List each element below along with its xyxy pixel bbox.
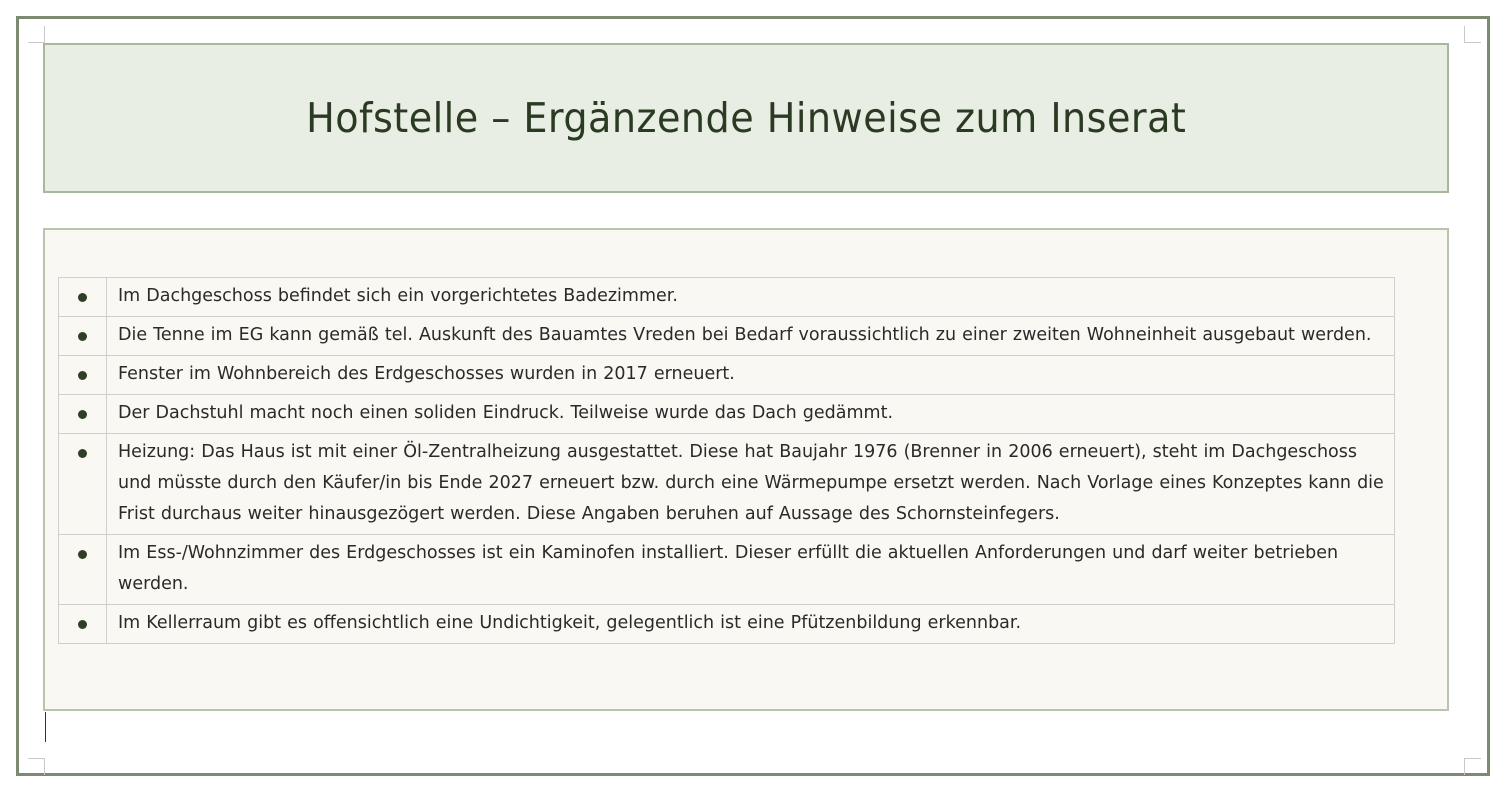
table-row <box>59 535 1395 605</box>
margin-corner-mark <box>28 26 45 43</box>
table-row <box>59 434 1395 535</box>
table-row <box>59 605 1395 644</box>
margin-corner-mark <box>1464 758 1481 775</box>
bullet-cell[interactable] <box>59 356 107 395</box>
note-text[interactable]: Im Ess-/Wohnzimmer des Erdgeschosses ist ein Kaminofen installiert. Dieser erfüllt die aktuellen Anforderungen und darf weiter betrieben werden. <box>107 535 1395 605</box>
note-text[interactable]: Im Dachgeschoss befindet sich ein vorgerichtetes Badezimmer. <box>107 278 1395 317</box>
bullet-cell[interactable] <box>59 317 107 356</box>
table-row <box>59 317 1395 356</box>
bullet-dot-icon <box>78 620 87 629</box>
bullet-cell[interactable] <box>59 434 107 535</box>
bullet-dot-icon <box>78 410 87 419</box>
bullet-cell[interactable] <box>59 278 107 317</box>
table-row <box>59 278 1395 317</box>
margin-corner-mark <box>1464 26 1481 43</box>
bullet-cell[interactable] <box>59 605 107 644</box>
margin-corner-mark <box>28 758 45 775</box>
bullet-dot-icon <box>78 293 87 302</box>
notes-table <box>58 277 1395 644</box>
title-box[interactable] <box>43 43 1449 193</box>
note-text[interactable]: Der Dachstuhl macht noch einen soliden Eindruck. Teilweise wurde das Dach gedämmt. <box>107 395 1395 434</box>
bullet-dot-icon <box>78 371 87 380</box>
note-text[interactable]: Heizung: Das Haus ist mit einer Öl-Zentralheizung ausgestattet. Diese hat Baujahr 1976 (Brenner in 2006 erneuert), steht im Dachgeschoss und müsste durch den Käufer/in bis Ende 2027 erneuert bzw. durch eine Wärmepumpe ersetzt werden. Nach Vorlage eines Konzeptes kann die Frist durchaus weiter hinausgezögert werden. Diese Angaben beruhen auf Aussage des Schornsteinfegers. <box>107 434 1395 535</box>
table-row <box>59 356 1395 395</box>
bullet-dot-icon <box>78 449 87 458</box>
document-title[interactable]: Hofstelle – Ergänzende Hinweise zum Inserat <box>305 94 1187 142</box>
table-row <box>59 395 1395 434</box>
note-text[interactable]: Im Kellerraum gibt es offensichtlich eine Undichtigkeit, gelegentlich ist eine Pfützenbildung erkennbar. <box>107 605 1395 644</box>
bullet-cell[interactable] <box>59 535 107 605</box>
bullet-cell[interactable] <box>59 395 107 434</box>
bullet-dot-icon <box>78 332 87 341</box>
text-cursor <box>45 712 46 742</box>
bullet-dot-icon <box>78 550 87 559</box>
note-text[interactable]: Fenster im Wohnbereich des Erdgeschosses wurden in 2017 erneuert. <box>107 356 1395 395</box>
note-text[interactable]: Die Tenne im EG kann gemäß tel. Auskunft des Bauamtes Vreden bei Bedarf voraussichtlich zu einer zweiten Wohneinheit ausgebaut werden. <box>107 317 1395 356</box>
